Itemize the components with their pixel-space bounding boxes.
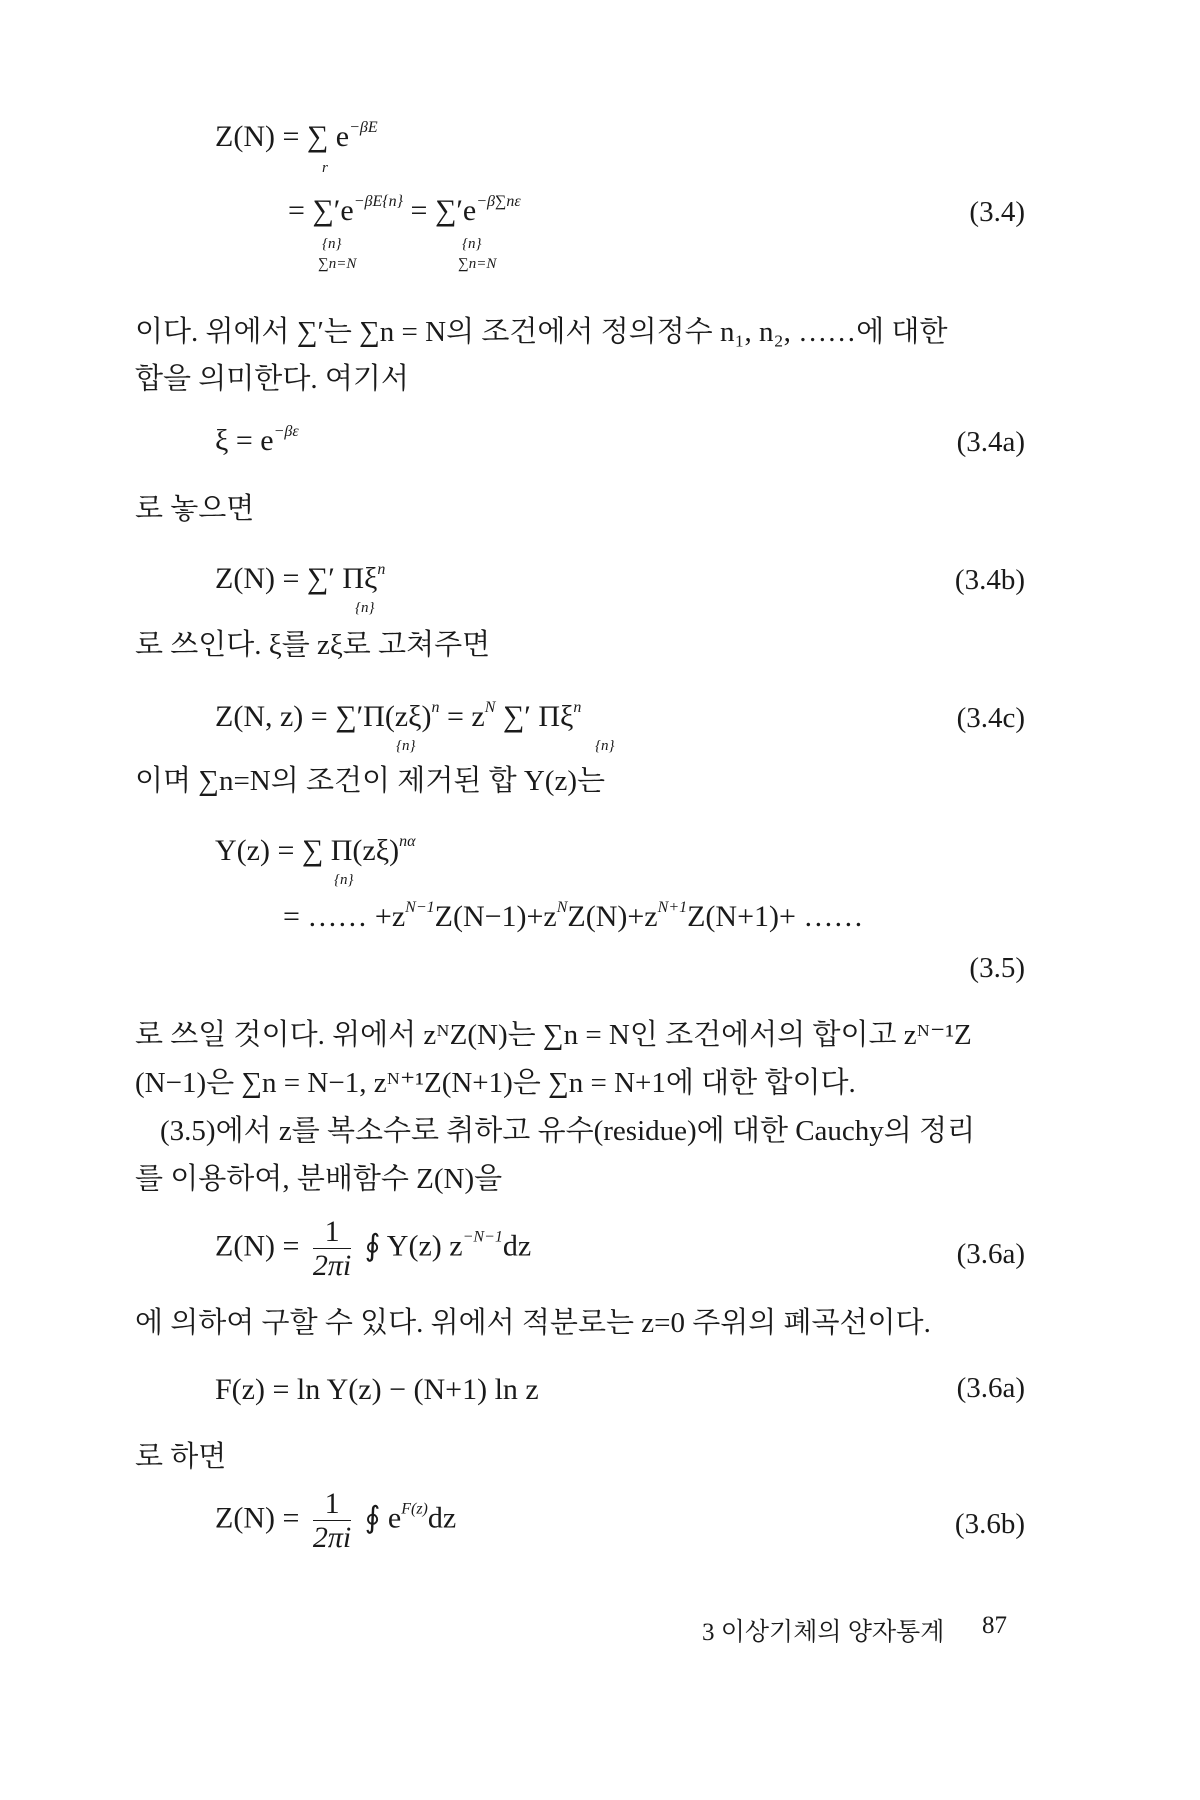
text-line-5: 이며 ∑n=N의 조건이 제거된 합 Y(z)는 <box>135 765 606 797</box>
text-line-6: 로 쓰일 것이다. 위에서 zᴺZ(N)는 ∑n = N인 조건에서의 합이고 zᴺ⁻¹Z <box>135 1019 972 1051</box>
equation-number-3-4c: (3.4c) <box>956 702 1025 734</box>
equation-3-6a: Z(N) = $\frac{1}{2\pi i}$ ∮ Y(z) $z^{-N-1}dz$ <box>215 1215 532 1282</box>
equation-number-3-6a: (3.6a) <box>956 1238 1025 1270</box>
equation-3-5-subscript: {n} <box>334 872 354 888</box>
text-line-11: 로 하면 <box>135 1441 227 1473</box>
equation-3-4-sub-set-2: {n} <box>462 236 482 252</box>
page-number: 87 <box>982 1612 1007 1639</box>
text-line-10: 에 의하여 구할 수 있다. 위에서 적분로는 z=0 주위의 폐곡선이다. <box>135 1307 931 1339</box>
equation-3-4-sub-constraint-2: ∑n=N <box>458 256 497 272</box>
equation-3-4-sub-constraint-1: ∑n=N <box>318 256 357 272</box>
text-line-9: 를 이용하여, 분배함수 Z(N)을 <box>135 1163 503 1195</box>
equation-3-5-line1: Y(z) = ∑ $\Pi(z\xi)^{n\alpha}$ <box>215 833 416 867</box>
equation-number-3-6b: (3.6b) <box>954 1508 1025 1540</box>
running-footer-chapter: 3 이상기체의 양자통계 <box>702 1619 945 1646</box>
equation-3-4c-subscript-2: {n} <box>595 738 615 754</box>
equation-number-3-5: (3.5) <box>969 952 1025 984</box>
fraction: $\frac{1}{2\pi i}$ <box>312 1215 352 1282</box>
text-line-3: 로 놓으면 <box>135 493 255 525</box>
text-line-1: 이다. 위에서 ∑′는 ∑n = N의 조건에서 정의정수 n₁, n₂, ……에 대한 <box>135 316 948 348</box>
equation-3-4-line1: Z(N) = ∑ $e^{-\beta E}$ <box>215 119 378 153</box>
fraction: $\frac{1}{2\pi i}$ <box>312 1487 352 1554</box>
equation-3-4c-subscript-1: {n} <box>396 738 416 754</box>
equation-3-4c: Z(N, $z) = \sum'\Pi(z\xi)^n = z^N$ ∑′ $\Pi\xi^n$ <box>215 699 582 733</box>
equation-number-3-4b: (3.4b) <box>954 564 1025 596</box>
equation-3-4a: $\xi = e^{-\beta\varepsilon}$ <box>215 423 299 457</box>
equation-3-4-sub-set-1: {n} <box>322 236 342 252</box>
equation-number-3-6a-second: (3.6a) <box>956 1372 1025 1404</box>
text-line-4: 로 쓰인다. ξ를 zξ로 고쳐주면 <box>135 629 491 661</box>
text-line-7: (N−1)은 ∑n = N−1, zᴺ⁺¹Z(N+1)은 ∑n = N+1에 대한 합이다. <box>135 1067 856 1099</box>
equation-3-6b: Z(N) = $\frac{1}{2\pi i}$ ∮ $e^{F(z)}dz$ <box>215 1487 457 1554</box>
equation-3-4b-subscript: {n} <box>355 600 375 616</box>
equation-number-3-4a: (3.4a) <box>956 426 1025 458</box>
equation-3-4-line1-subscript: r <box>322 160 328 176</box>
equation-3-4b: Z(N) = ∑′ $\Pi\xi^n$ <box>215 561 386 595</box>
equation-3-4-line2: = $\sum'e^{-\beta E\{n\}} = \sum'e^{-\beta\sum n\varepsilon}$ <box>288 193 521 227</box>
text-line-8: (3.5)에서 z를 복소수로 취하고 유수(residue)에 대한 Cauchy의 정리 <box>160 1115 976 1147</box>
equation-3-5-line2: = …… $+z^{N-1}Z(N-1)+z^NZ(N)+z^{N+1}Z(N+1)+$ …… <box>283 899 864 933</box>
equation-3-6a-second: F(z) = ln Y(z) − (N+1) ln z <box>215 1373 539 1406</box>
equation-number-3-4: (3.4) <box>969 196 1025 228</box>
text-line-2: 합을 의미한다. 여기서 <box>135 363 409 395</box>
